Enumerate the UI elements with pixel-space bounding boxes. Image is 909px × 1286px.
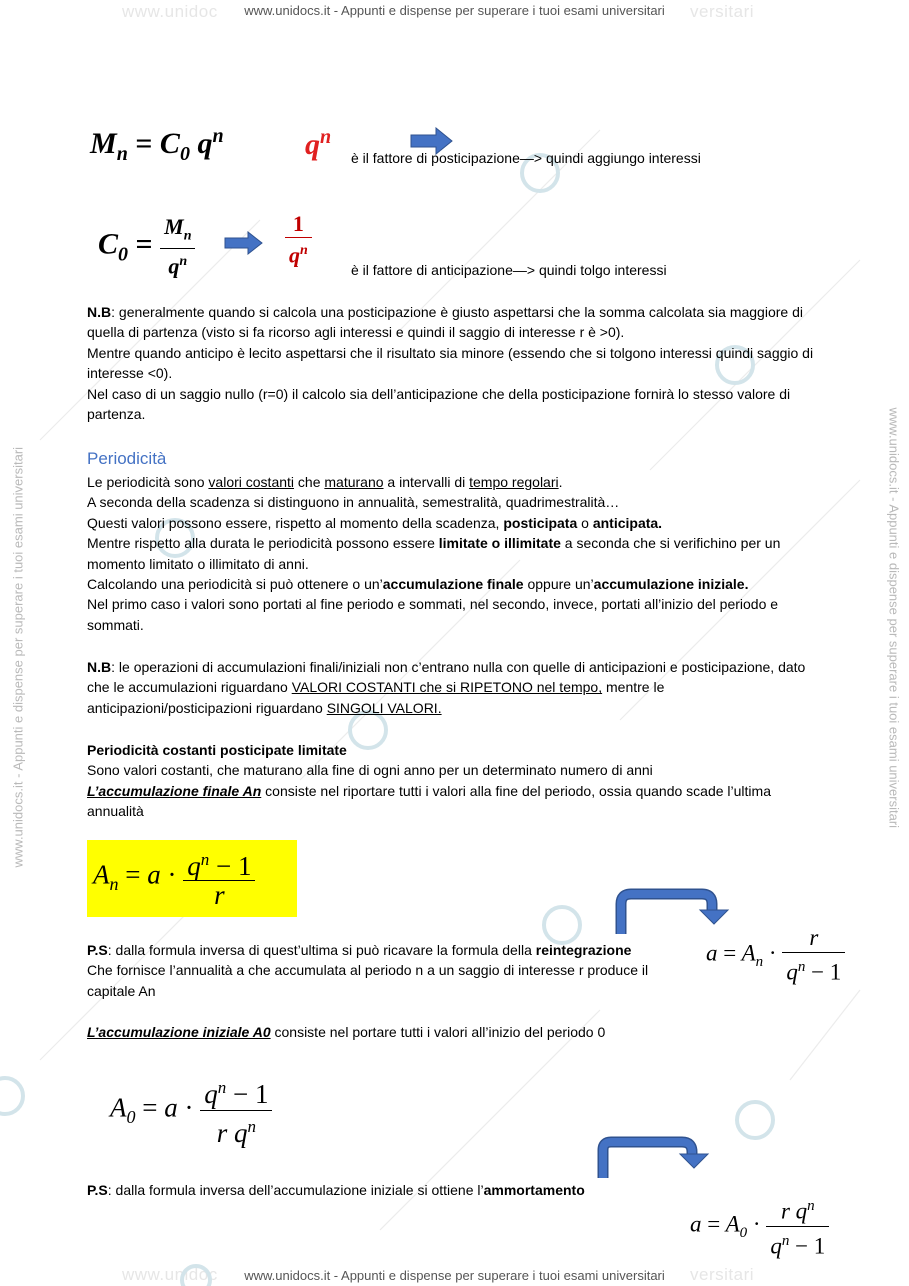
formula-anticipazione — [98, 214, 195, 279]
ps2-a: : dalla formula inversa dell’accumulazione iniziale si ottiene l’ — [107, 1182, 484, 1198]
formula2-eq: = — [135, 227, 153, 261]
amm-den: q — [770, 1233, 782, 1259]
p1-valori-costanti: valori costanti — [208, 474, 295, 490]
reint-den-exp: n — [797, 959, 806, 975]
a0-num: q — [204, 1079, 218, 1109]
nb1-line-3: Nel caso di un saggio nullo (r=0) il calcolo sia dell’anticipazione che della posticipazione fornirà lo stesso valore di partenza. — [87, 385, 791, 423]
a0-den: r q — [216, 1118, 248, 1148]
a0-num-exp: n — [217, 1078, 227, 1097]
caption-posticipazione: è il fattore di posticipazione—> quindi aggiungo interessi — [351, 150, 701, 166]
p1-tempo-regolari: tempo regolari — [469, 474, 559, 490]
formula-c: C — [159, 127, 180, 160]
nb2-label: N.B — [87, 659, 112, 675]
ps1-line-2: Che fornisce l’annualità a che accumulata al periodo n a un saggio di interesse r produce il capitale An — [87, 962, 649, 999]
watermark-ghost-right-bottom: versitari — [690, 1265, 755, 1284]
p2: A seconda della scadenza si distinguono in annualità, semestralità, quadrimestralità… — [87, 494, 620, 511]
p3-posticipata: posticipata — [503, 514, 578, 531]
watermark-side-right: www.unidocs.it - Appunti e dispense per superare i tuoi esami universitari — [886, 407, 902, 829]
watermark-ghost-left-bottom: www.unidoc — [122, 1265, 218, 1284]
ps-reintegrazione — [87, 940, 697, 1001]
formula2-c-sub: 0 — [118, 243, 129, 266]
ps2-ammortamento: ammortamento — [483, 1182, 585, 1198]
p4-a: Mentre rispetto alla durata le periodicità possono essere — [87, 535, 439, 552]
formula-ammortamento — [690, 1192, 829, 1260]
an-lhs-sub: n — [109, 874, 119, 895]
amm-num: r q — [780, 1198, 808, 1224]
caption-anticipazione: è il fattore di anticipazione—> quindi tolgo interessi — [351, 262, 667, 278]
formula2-den-exp: n — [179, 254, 188, 270]
periodicita-text — [87, 472, 817, 635]
watermark-footer: www.unidocs.it - Appunti e dispense per superare i tuoi esami universitari — [244, 1268, 665, 1283]
iniziale-text — [87, 1022, 817, 1042]
iniziale-rest: consiste nel portare tutti i valori all’inizio del periodo 0 — [270, 1024, 606, 1040]
formula-c-sub: 0 — [179, 143, 190, 165]
a0-eq: = — [142, 1092, 158, 1123]
watermark-header: www.unidocs.it - Appunti e dispense per superare i tuoi esami universitari — [244, 3, 665, 18]
section-heading-periodicita: Periodicità — [87, 449, 167, 468]
formula-accumulazione-iniziale — [110, 1072, 272, 1149]
formula-reintegrazione — [706, 924, 845, 987]
a0-lhs: A — [110, 1092, 127, 1123]
an-dot: · — [167, 859, 177, 890]
p3-anticipata: anticipata. — [592, 514, 663, 531]
a0-num-rest: − 1 — [226, 1079, 269, 1109]
a0-lhs-sub: 0 — [126, 1107, 136, 1128]
p1-a: Le periodicità sono — [87, 474, 209, 490]
costanti-title: Periodicità costanti posticipate limitate — [87, 742, 347, 758]
amm-eq: = — [707, 1211, 721, 1237]
fattore-q: q — [305, 128, 320, 161]
costanti-line-2: consiste nel riportare tutti i valori alla fine del periodo, ossia quando scade l’ultima annualità — [87, 782, 771, 820]
formula-mn: M — [90, 127, 117, 160]
an-eq: = — [125, 859, 141, 890]
ps1-label: P.S — [87, 942, 108, 958]
nb2-singoli-valori: SINGOLI VALORI. — [326, 699, 442, 716]
amm-lhs: a — [690, 1211, 702, 1237]
fattore-num: 1 — [292, 211, 304, 236]
an-den: r — [183, 880, 255, 909]
a0-dot: · — [184, 1092, 194, 1123]
amm-a0: A — [725, 1211, 740, 1237]
p5-c: oppure un’ — [523, 576, 594, 593]
p1-e: a intervalli di — [383, 474, 470, 490]
fattore-anticipazione — [285, 211, 312, 268]
p4-c: a seconda che si verifichino per un momento limitato o illimitato di anni. — [87, 535, 781, 572]
ps1-reintegrazione: reintegrazione — [535, 942, 632, 958]
p6: Nel primo caso i valori sono portati al fine periodo e sommati, nel secondo, invece, portati all’inizio del periodo e sommati. — [87, 596, 779, 633]
formula2-num: M — [164, 214, 184, 239]
watermark-ghost-right: versitari — [690, 2, 755, 21]
iniziale-term: L’accumulazione iniziale A0 — [87, 1024, 271, 1040]
arrow-right-icon — [224, 231, 264, 255]
reint-dot: · — [768, 940, 777, 966]
costanti-line-1: Sono valori costanti, che maturano alla fine di ogni anno per un determinato numero di anni — [87, 762, 653, 779]
p5-a: Calcolando una periodicità si può ottenere o un’ — [87, 576, 383, 593]
reint-den-rest: − 1 — [805, 959, 842, 985]
watermark-ghost-left: www.unidoc — [122, 2, 218, 21]
watermark-side-left: www.unidocs.it - Appunti e dispense per superare i tuoi esami universitari — [10, 446, 26, 868]
formula-accumulazione-finale — [93, 846, 255, 909]
amm-dot: · — [752, 1211, 761, 1237]
nb2-valori-costanti: VALORI COSTANTI che si RIPETONO nel tempo, — [291, 679, 603, 696]
nb1-line-1: : generalmente quando si calcola una posticipazione è giusto aspettarsi che la somma calcolata sia maggiore di quella di partenza (visto si fa ricorso agli interessi e quindi il saggio di interesse r è >0). — [87, 304, 803, 341]
p1-g: . — [558, 474, 563, 490]
amm-a0-sub: 0 — [739, 1225, 748, 1242]
an-num-exp: n — [200, 850, 210, 869]
reint-eq: = — [723, 940, 737, 966]
fattore-den-exp: n — [300, 243, 308, 258]
fattore-den: q — [289, 242, 300, 268]
p3-c: o — [577, 514, 593, 531]
fattore-posticipazione — [305, 126, 331, 162]
formula2-num-sub: n — [183, 228, 192, 244]
ps1-a: : dalla formula inversa di quest’ultima si può ricavare la formula della — [107, 942, 536, 958]
an-num-rest: − 1 — [209, 851, 252, 881]
formula-q-exp: n — [212, 125, 224, 147]
formula-posticipazione — [90, 125, 224, 166]
nb2-a: : le operazioni di accumulazioni finali/iniziali non c’entrano nulla con quelle di anticipazioni e posticipazione, dato che le accumulazioni riguardano — [87, 659, 806, 696]
costanti-section — [87, 740, 817, 822]
p3-a: Questi valori possono essere, rispetto al momento della scadenza, — [87, 514, 504, 531]
nb1-label: N.B — [87, 304, 112, 320]
an-lhs: A — [93, 859, 110, 890]
reint-den: q — [786, 959, 798, 985]
an-a: a — [147, 859, 161, 890]
ps2-label: P.S — [87, 1182, 108, 1198]
p5-acc-finale: accumulazione finale — [382, 576, 524, 593]
p1-c: che — [294, 474, 325, 490]
reint-lhs: a — [706, 940, 718, 966]
amm-den-exp: n — [781, 1232, 790, 1249]
amm-den-rest: − 1 — [789, 1233, 826, 1259]
a0-den-exp: n — [247, 1117, 256, 1136]
p4-limitate: limitate o illimitate — [438, 535, 561, 552]
reint-num: r — [809, 925, 819, 950]
formula2-den: q — [168, 253, 180, 279]
p5-acc-iniziale: accumulazione iniziale. — [593, 576, 749, 593]
reint-an: A — [741, 940, 756, 966]
costanti-term: L’accumulazione finale An — [87, 782, 262, 799]
fattore-q-exp: n — [320, 126, 332, 148]
nb2-c: mentre le anticipazioni/posticipazioni riguardano — [87, 679, 665, 716]
formula2-c: C — [98, 227, 119, 261]
formula-eq: = — [135, 127, 153, 160]
formula-mn-sub: n — [116, 143, 128, 165]
reint-an-sub: n — [755, 954, 764, 971]
nota-bene-1 — [87, 302, 817, 424]
p1-maturano: maturano — [324, 474, 384, 490]
curved-arrow-icon — [594, 1136, 714, 1180]
a0-a: a — [164, 1092, 178, 1123]
formula-q: q — [197, 127, 213, 160]
an-num: q — [187, 851, 201, 881]
amm-num-exp: n — [807, 1198, 815, 1214]
nb1-line-2: Mentre quando anticipo è lecito aspettarsi che il risultato sia minore (essendo che si tolgono interessi quindi saggio di interesse <0). — [87, 344, 814, 382]
nota-bene-2 — [87, 657, 817, 718]
